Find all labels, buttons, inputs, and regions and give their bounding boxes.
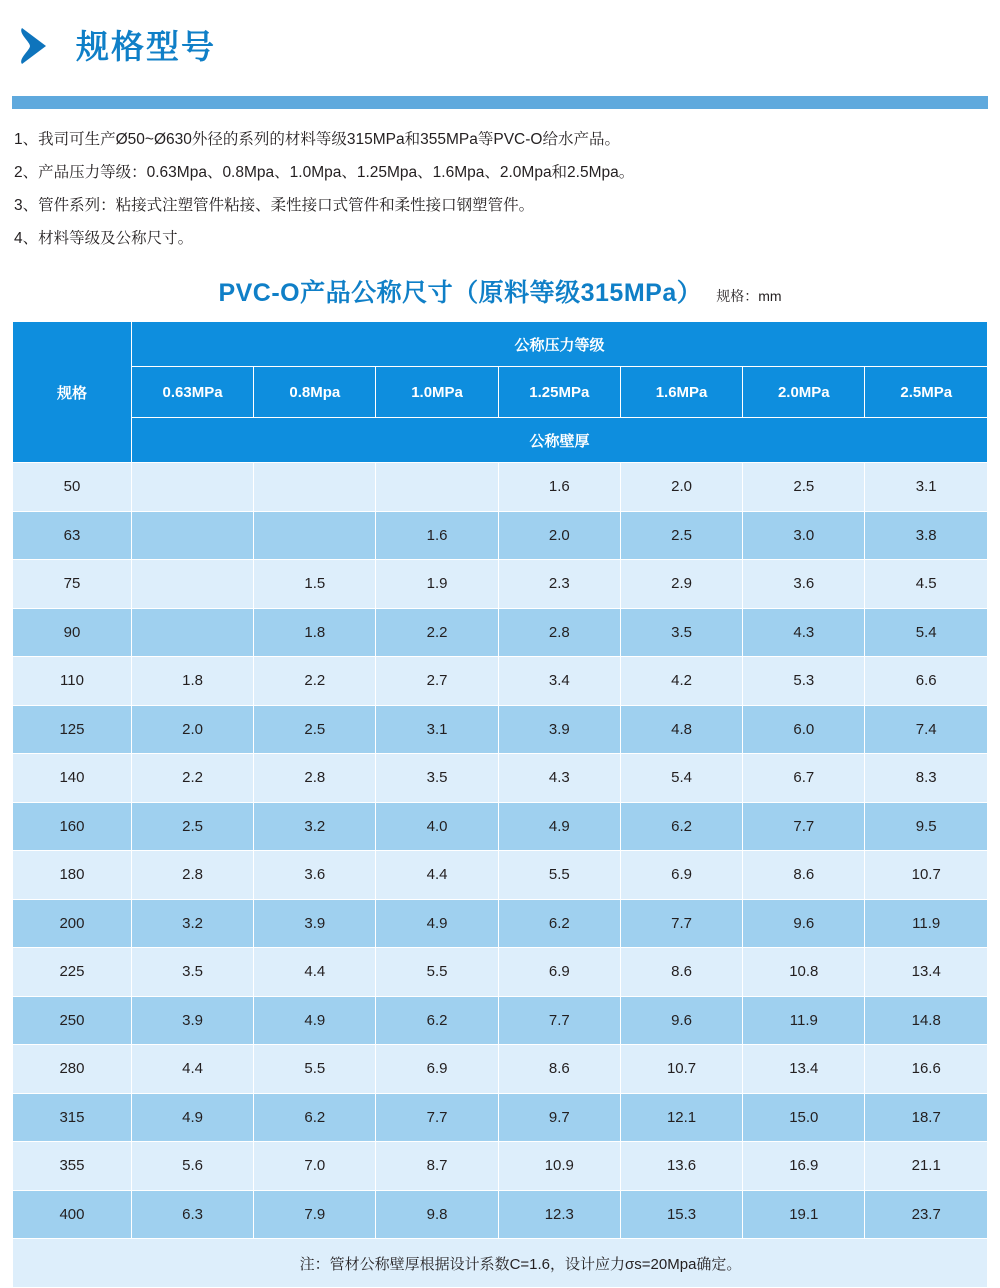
cell-value: 13.6: [620, 1142, 742, 1191]
chevron-right-icon: [16, 23, 62, 69]
cell-value: 4.2: [620, 657, 742, 706]
cell-value: 2.5: [254, 705, 376, 754]
table-header-thickness-row: [13, 418, 988, 463]
table-row: [13, 851, 988, 900]
cell-value: [376, 463, 498, 512]
cell-value: 1.8: [131, 657, 253, 706]
cell-value: 12.1: [620, 1093, 742, 1142]
cell-value: 6.2: [620, 802, 742, 851]
cell-value: 6.9: [620, 851, 742, 900]
cell-spec: 110: [13, 657, 132, 706]
intro-line: 1、我司可生产Ø50~Ø630外径的系列的材料等级315MPa和355MPa等PVC-O给水产品。: [14, 131, 620, 148]
cell-value: 2.0: [131, 705, 253, 754]
header-col-4: 1.6MPa: [620, 367, 742, 418]
cell-value: 6.7: [743, 754, 865, 803]
cell-value: 1.8: [254, 608, 376, 657]
cell-value: 15.0: [743, 1093, 865, 1142]
cell-value: 5.5: [254, 1045, 376, 1094]
cell-value: 10.9: [498, 1142, 620, 1191]
table-note: 注：管材公称壁厚根据设计系数C=1.6，设计应力σs=20Mpa确定。: [13, 1239, 988, 1288]
cell-value: 4.5: [865, 560, 988, 609]
cell-value: 4.9: [498, 802, 620, 851]
cell-value: 11.9: [743, 996, 865, 1045]
spec-table-head: [13, 322, 988, 463]
table-row: [13, 1045, 988, 1094]
cell-value: 7.7: [376, 1093, 498, 1142]
cell-spec: 50: [13, 463, 132, 512]
table-note-row: [13, 1239, 988, 1288]
cell-value: 4.9: [376, 899, 498, 948]
cell-spec: 160: [13, 802, 132, 851]
cell-value: 8.6: [498, 1045, 620, 1094]
cell-value: 16.9: [743, 1142, 865, 1191]
cell-value: 7.7: [743, 802, 865, 851]
intro-line: 3、管件系列：粘接式注塑管件粘接、柔性接口式管件和柔性接口钢塑管件。: [14, 197, 535, 214]
cell-value: 9.6: [620, 996, 742, 1045]
cell-value: 3.5: [376, 754, 498, 803]
cell-value: 2.2: [254, 657, 376, 706]
table-row: [13, 657, 988, 706]
cell-value: 7.9: [254, 1190, 376, 1239]
table-row: [13, 1142, 988, 1191]
cell-value: 6.9: [376, 1045, 498, 1094]
table-row: [13, 1093, 988, 1142]
cell-value: [254, 511, 376, 560]
cell-spec: 63: [13, 511, 132, 560]
table-row: [13, 754, 988, 803]
cell-value: 6.3: [131, 1190, 253, 1239]
table-header-group-row: [13, 322, 988, 367]
cell-value: 2.5: [131, 802, 253, 851]
cell-value: 2.0: [498, 511, 620, 560]
cell-value: 10.7: [620, 1045, 742, 1094]
cell-value: 5.6: [131, 1142, 253, 1191]
cell-value: 9.6: [743, 899, 865, 948]
cell-value: 8.6: [743, 851, 865, 900]
cell-value: 12.3: [498, 1190, 620, 1239]
cell-value: 2.8: [498, 608, 620, 657]
header-divider-bar: [12, 96, 988, 109]
table-row: [13, 899, 988, 948]
page-header: [12, 0, 988, 92]
cell-value: 5.4: [620, 754, 742, 803]
cell-value: 7.0: [254, 1142, 376, 1191]
cell-value: 3.2: [254, 802, 376, 851]
table-row: [13, 560, 988, 609]
cell-spec: 315: [13, 1093, 132, 1142]
cell-value: 14.8: [865, 996, 988, 1045]
cell-value: 8.3: [865, 754, 988, 803]
cell-value: 11.9: [865, 899, 988, 948]
table-unit-label: 规格：mm: [716, 288, 782, 304]
cell-spec: 400: [13, 1190, 132, 1239]
cell-value: 9.7: [498, 1093, 620, 1142]
cell-value: 6.2: [376, 996, 498, 1045]
cell-value: 4.3: [743, 608, 865, 657]
table-row: [13, 1190, 988, 1239]
cell-spec: 75: [13, 560, 132, 609]
cell-value: 4.4: [254, 948, 376, 997]
cell-value: 3.9: [131, 996, 253, 1045]
header-spec: 规格: [13, 322, 132, 463]
cell-value: 6.0: [743, 705, 865, 754]
cell-value: 1.9: [376, 560, 498, 609]
cell-value: 1.6: [376, 511, 498, 560]
cell-spec: 140: [13, 754, 132, 803]
cell-value: 2.7: [376, 657, 498, 706]
cell-value: [131, 608, 253, 657]
cell-value: 1.6: [498, 463, 620, 512]
cell-value: 19.1: [743, 1190, 865, 1239]
cell-value: 2.5: [743, 463, 865, 512]
cell-value: 4.8: [620, 705, 742, 754]
header-pressure-group: 公称压力等级: [131, 322, 987, 367]
table-row: [13, 802, 988, 851]
cell-value: 18.7: [865, 1093, 988, 1142]
cell-value: 2.8: [254, 754, 376, 803]
cell-value: 3.2: [131, 899, 253, 948]
cell-spec: 90: [13, 608, 132, 657]
cell-value: 4.9: [131, 1093, 253, 1142]
cell-spec: 280: [13, 1045, 132, 1094]
header-col-3: 1.25MPa: [498, 367, 620, 418]
cell-spec: 225: [13, 948, 132, 997]
cell-value: 3.4: [498, 657, 620, 706]
cell-value: 2.0: [620, 463, 742, 512]
cell-value: 5.4: [865, 608, 988, 657]
cell-value: 3.6: [254, 851, 376, 900]
cell-value: [254, 463, 376, 512]
cell-value: 3.1: [865, 463, 988, 512]
cell-value: 9.5: [865, 802, 988, 851]
cell-value: 7.7: [498, 996, 620, 1045]
cell-value: 3.5: [620, 608, 742, 657]
spec-table: [12, 321, 988, 1288]
cell-spec: 200: [13, 899, 132, 948]
cell-value: 8.7: [376, 1142, 498, 1191]
cell-value: 2.8: [131, 851, 253, 900]
cell-spec: 180: [13, 851, 132, 900]
table-row: [13, 608, 988, 657]
cell-value: 5.5: [376, 948, 498, 997]
cell-value: 3.8: [865, 511, 988, 560]
header-col-2: 1.0MPa: [376, 367, 498, 418]
cell-value: 2.2: [376, 608, 498, 657]
cell-value: 3.5: [131, 948, 253, 997]
cell-value: 4.4: [131, 1045, 253, 1094]
cell-value: 4.0: [376, 802, 498, 851]
table-title: PVC-O产品公称尺寸（原料等级315MPa）: [218, 279, 703, 307]
spec-table-body: [13, 463, 988, 1288]
table-title-row: [12, 273, 988, 309]
cell-value: 8.6: [620, 948, 742, 997]
cell-value: 4.4: [376, 851, 498, 900]
header-col-1: 0.8Mpa: [254, 367, 376, 418]
cell-value: 6.6: [865, 657, 988, 706]
cell-value: 2.3: [498, 560, 620, 609]
cell-value: 23.7: [865, 1190, 988, 1239]
cell-value: 9.8: [376, 1190, 498, 1239]
cell-value: 3.0: [743, 511, 865, 560]
header-col-0: 0.63MPa: [131, 367, 253, 418]
cell-value: 2.2: [131, 754, 253, 803]
cell-value: 5.5: [498, 851, 620, 900]
cell-value: 16.6: [865, 1045, 988, 1094]
cell-value: 21.1: [865, 1142, 988, 1191]
cell-value: 2.9: [620, 560, 742, 609]
cell-spec: 355: [13, 1142, 132, 1191]
cell-value: 3.6: [743, 560, 865, 609]
cell-value: 6.9: [498, 948, 620, 997]
table-row: [13, 705, 988, 754]
cell-value: 13.4: [865, 948, 988, 997]
cell-value: [131, 511, 253, 560]
header-nominal-thickness: 公称壁厚: [131, 418, 987, 463]
cell-value: 3.9: [254, 899, 376, 948]
intro-line: 2、产品压力等级：0.63Mpa、0.8Mpa、1.0Mpa、1.25Mpa、1.6Mpa、2.0Mpa和2.5Mpa。: [14, 164, 635, 181]
cell-value: 6.2: [498, 899, 620, 948]
header-col-5: 2.0MPa: [743, 367, 865, 418]
cell-value: [131, 463, 253, 512]
intro-line: 4、材料等级及公称尺寸。: [14, 230, 194, 247]
table-header-columns-row: [13, 367, 988, 418]
intro-list: [12, 123, 988, 255]
page-title: 规格型号: [76, 27, 216, 65]
cell-value: 3.1: [376, 705, 498, 754]
header-col-6: 2.5MPa: [865, 367, 988, 418]
cell-value: 5.3: [743, 657, 865, 706]
cell-value: 7.4: [865, 705, 988, 754]
cell-value: 6.2: [254, 1093, 376, 1142]
cell-value: 10.8: [743, 948, 865, 997]
table-row: [13, 463, 988, 512]
table-row: [13, 948, 988, 997]
cell-value: 2.5: [620, 511, 742, 560]
cell-value: 4.3: [498, 754, 620, 803]
cell-value: 13.4: [743, 1045, 865, 1094]
cell-value: 3.9: [498, 705, 620, 754]
cell-value: 7.7: [620, 899, 742, 948]
cell-value: 4.9: [254, 996, 376, 1045]
cell-value: 1.5: [254, 560, 376, 609]
cell-spec: 125: [13, 705, 132, 754]
cell-value: [131, 560, 253, 609]
cell-value: 15.3: [620, 1190, 742, 1239]
table-row: [13, 996, 988, 1045]
cell-spec: 250: [13, 996, 132, 1045]
table-row: [13, 511, 988, 560]
cell-value: 10.7: [865, 851, 988, 900]
